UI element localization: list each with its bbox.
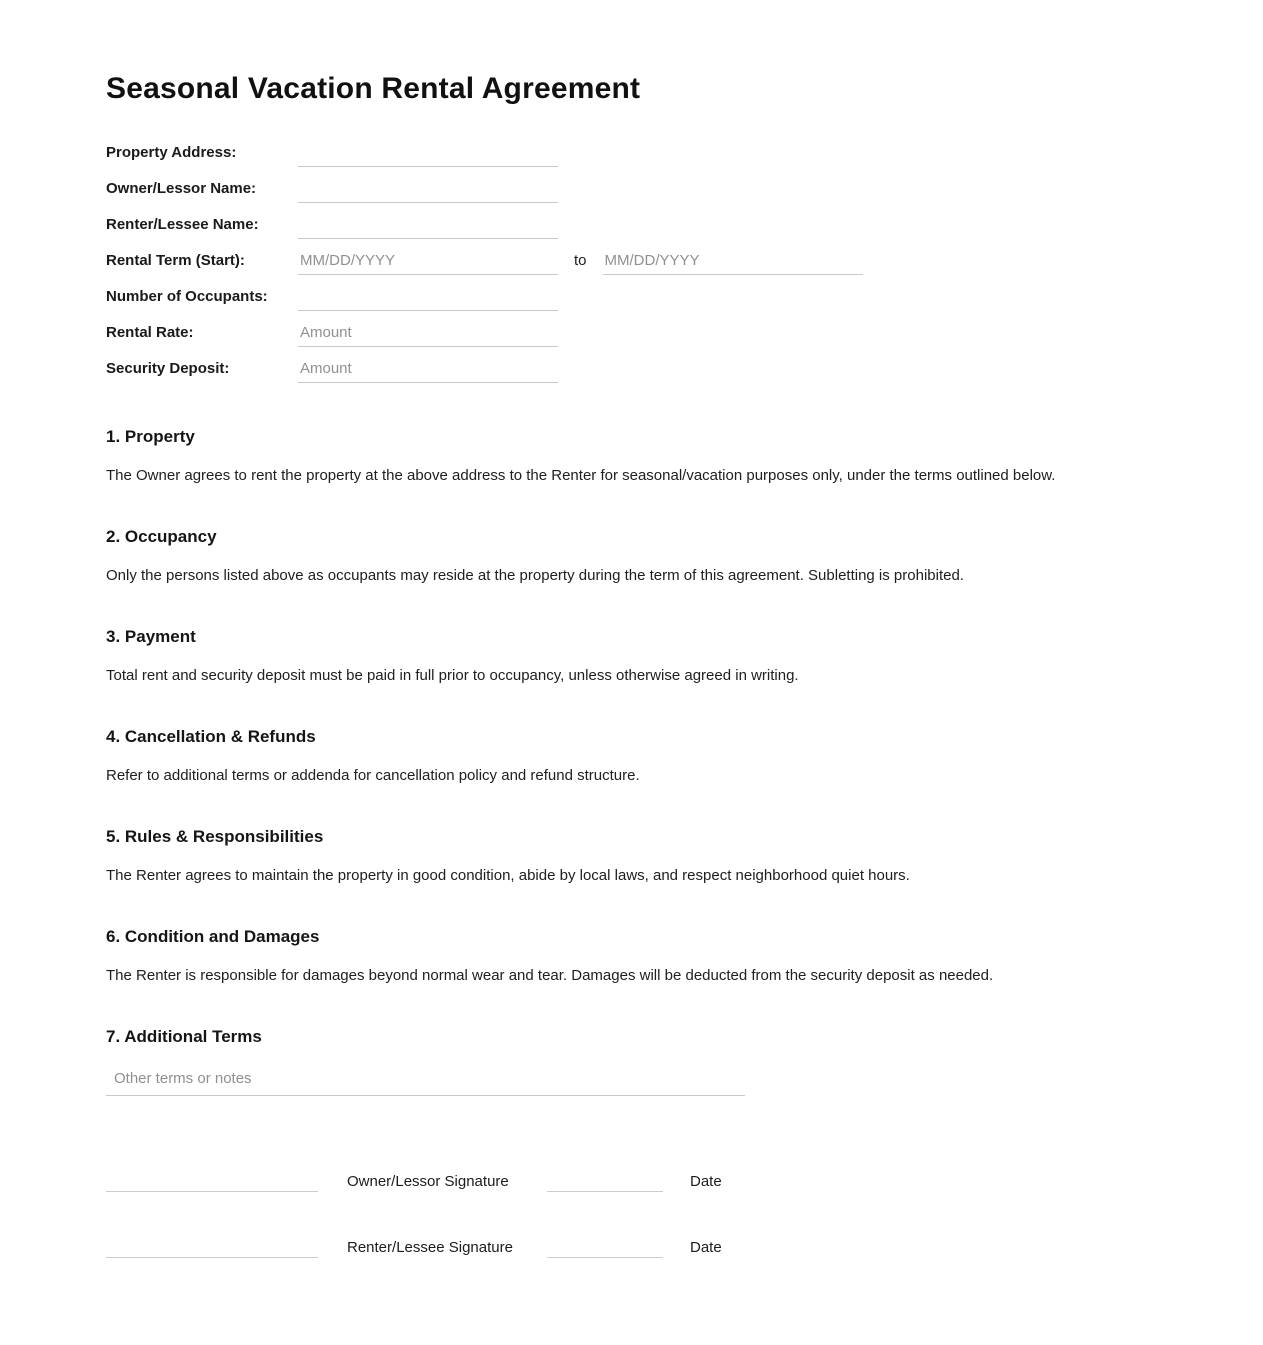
owner-signature-input[interactable] xyxy=(106,1168,318,1192)
section-additional-terms xyxy=(106,1026,1157,1096)
section-cancellation-body: Refer to additional terms or addenda for cancellation policy and refund structure. xyxy=(106,767,640,784)
section-occupancy-heading: 2. Occupancy xyxy=(106,527,217,546)
form-row-property-address xyxy=(106,134,1157,170)
section-additional-terms-heading: 7. Additional Terms xyxy=(106,1027,262,1046)
form-row-rental-term xyxy=(106,242,1157,278)
rental-term-to-label: to xyxy=(574,251,587,269)
renter-signature-date-input[interactable] xyxy=(547,1234,663,1258)
owner-signature-row xyxy=(106,1168,1157,1192)
form-row-security-deposit xyxy=(106,350,1157,386)
renter-signature-input[interactable] xyxy=(106,1234,318,1258)
section-payment-body: Total rent and security deposit must be paid in full prior to occupancy, unless otherwise agreed in writing. xyxy=(106,667,799,684)
section-occupancy xyxy=(106,526,1157,586)
section-condition-damages-body: The Renter is responsible for damages beyond normal wear and tear. Damages will be deducted from the security deposit as needed. xyxy=(106,967,994,984)
section-payment-heading: 3. Payment xyxy=(106,627,196,646)
owner-name-label: Owner/Lessor Name: xyxy=(106,179,257,197)
property-address-label: Property Address: xyxy=(106,143,237,161)
section-cancellation xyxy=(106,726,1157,786)
renter-name-input[interactable] xyxy=(298,214,558,239)
rental-rate-label: Rental Rate: xyxy=(106,323,194,341)
occupants-input[interactable] xyxy=(298,286,558,311)
section-cancellation-heading: 4. Cancellation & Refunds xyxy=(106,727,316,746)
form-row-owner-name xyxy=(106,170,1157,206)
renter-signature-date-label: Date xyxy=(690,1239,722,1256)
section-property-heading: 1. Property xyxy=(106,427,195,446)
rental-term-start-input[interactable] xyxy=(298,250,558,275)
renter-name-label: Renter/Lessee Name: xyxy=(106,215,259,233)
rental-rate-input[interactable] xyxy=(298,322,558,347)
section-rules-heading: 5. Rules & Responsibilities xyxy=(106,827,324,846)
page-title: Seasonal Vacation Rental Agreement xyxy=(106,72,641,105)
occupants-label: Number of Occupants: xyxy=(106,287,268,305)
additional-terms-input[interactable] xyxy=(106,1068,745,1096)
section-payment xyxy=(106,626,1157,686)
section-occupancy-body: Only the persons listed above as occupants may reside at the property during the term of this agreement. Subletting is prohibited. xyxy=(106,567,964,584)
section-condition-damages-heading: 6. Condition and Damages xyxy=(106,927,320,946)
form-row-occupants xyxy=(106,278,1157,314)
property-address-input[interactable] xyxy=(298,142,558,167)
form-row-renter-name xyxy=(106,206,1157,242)
section-property-body: The Owner agrees to rent the property at the above address to the Renter for seasonal/vacation purposes only, under the terms outlined below. xyxy=(106,467,1056,484)
security-deposit-input[interactable] xyxy=(298,358,558,383)
renter-signature-row xyxy=(106,1234,1157,1258)
section-condition-damages xyxy=(106,926,1157,986)
owner-signature-date-label: Date xyxy=(690,1173,722,1190)
owner-signature-label: Owner/Lessor Signature xyxy=(347,1173,509,1190)
rental-term-label: Rental Term (Start): xyxy=(106,251,245,269)
form-fields xyxy=(106,134,1157,386)
form-row-rental-rate xyxy=(106,314,1157,350)
signature-block xyxy=(106,1168,1157,1258)
renter-signature-label: Renter/Lessee Signature xyxy=(347,1239,513,1256)
security-deposit-label: Security Deposit: xyxy=(106,359,230,377)
section-rules xyxy=(106,826,1157,886)
owner-signature-date-input[interactable] xyxy=(547,1168,663,1192)
owner-name-input[interactable] xyxy=(298,178,558,203)
section-rules-body: The Renter agrees to maintain the property in good condition, abide by local laws, and respect neighborhood quiet hours. xyxy=(106,867,910,884)
document-sections xyxy=(106,426,1157,1096)
section-property xyxy=(106,426,1157,486)
rental-term-end-input[interactable] xyxy=(603,250,863,275)
